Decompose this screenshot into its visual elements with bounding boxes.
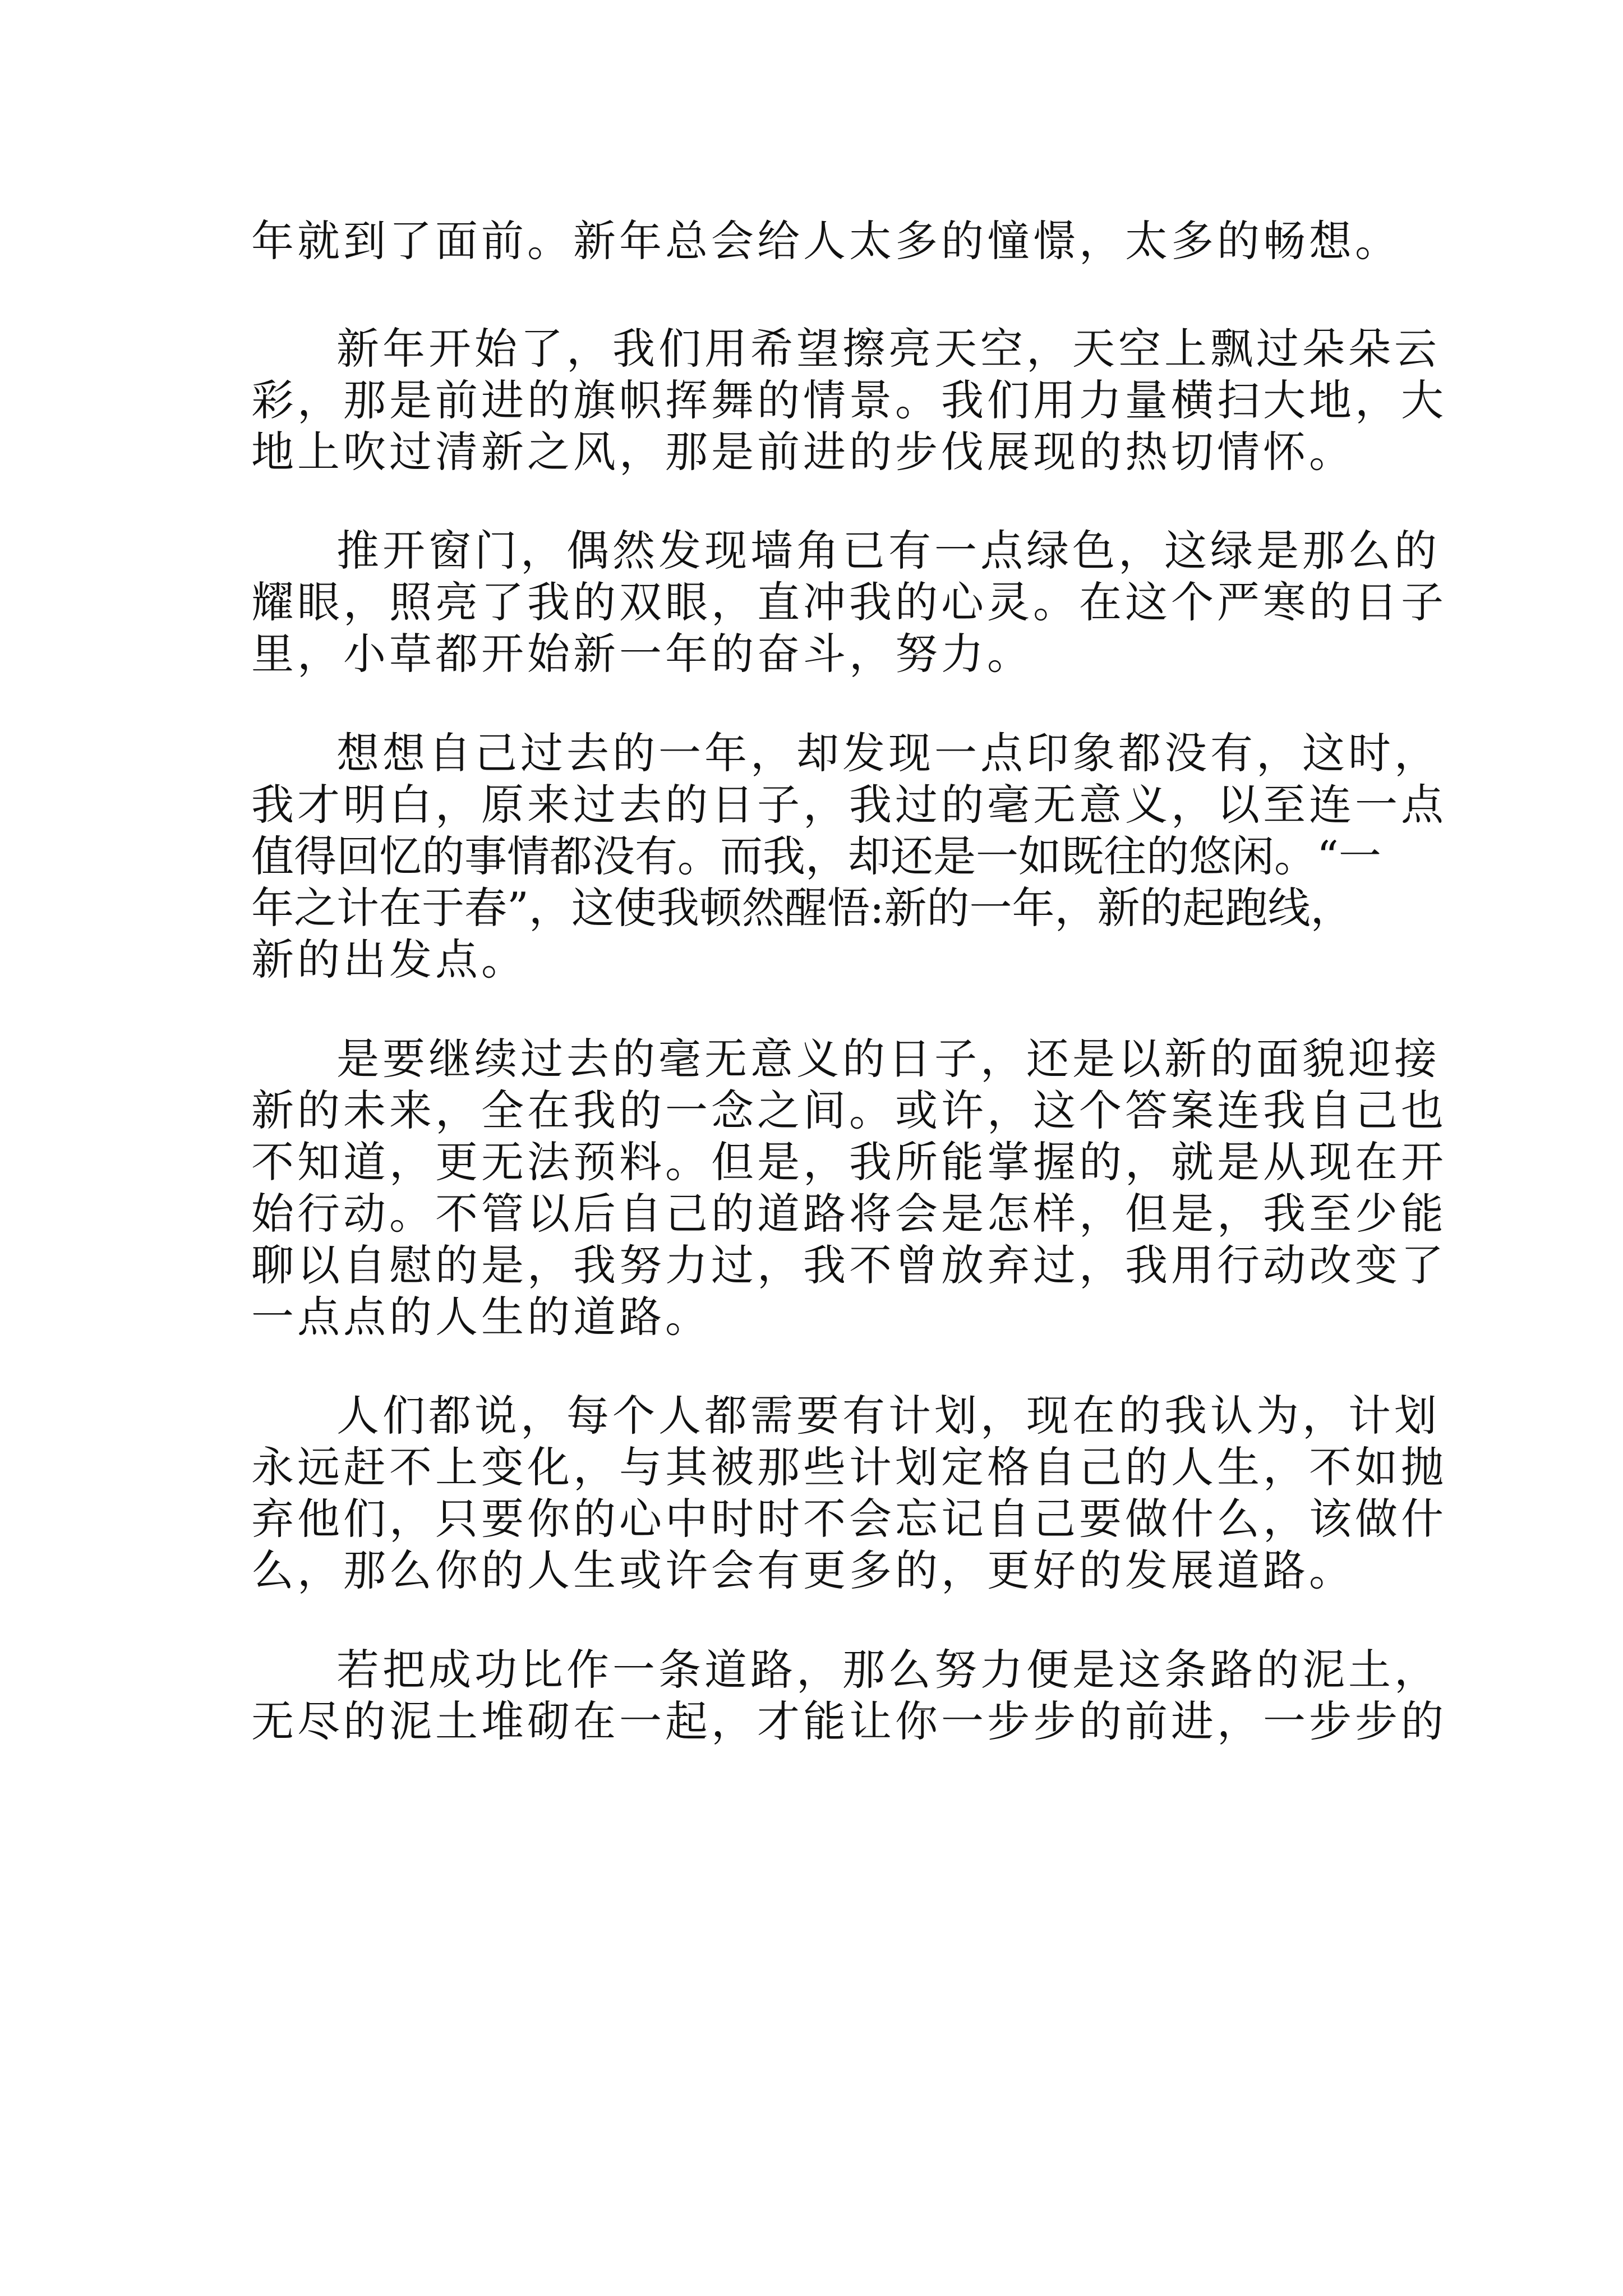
text-line: 无尽的泥土堆砌在一起，才能让你一步步的前进，一步步的 [251, 1696, 1447, 1746]
text-line: 一点点的人生的道路。 [251, 1292, 711, 1342]
text-line: 年之计在于春”，这使我顿然醒悟:新的一年，新的起跑线， [251, 883, 1353, 933]
text-line: 彩，那是前进的旗帜挥舞的情景。我们用力量横扫大地，大 [251, 375, 1447, 425]
paragraph-first-line: 人们都说，每个人都需要有计划，现在的我认为，计划 [336, 1391, 1440, 1441]
text-line: 值得回忆的事情都没有。而我，却还是一如既往的悠闲。“一 [251, 831, 1381, 881]
text-line: 新的出发点。 [251, 935, 527, 984]
text-line: 我才明白，原来过去的日子，我过的毫无意义，以至连一点 [251, 780, 1447, 830]
paragraph-first-line: 若把成功比作一条道路，那么努力便是这条路的泥土， [336, 1645, 1440, 1695]
text-line: 永远赶不上变化，与其被那些计划定格自己的人生，不如抛 [251, 1442, 1447, 1492]
text-line: 新的未来，全在我的一念之间。或许，这个答案连我自己也 [251, 1085, 1447, 1135]
text-line: 地上吹过清新之风，那是前进的步伐展现的热切情怀。 [251, 427, 1355, 477]
text-line: 不知道，更无法预料。但是，我所能掌握的，就是从现在开 [251, 1137, 1447, 1187]
paragraph-first-line: 想想自己过去的一年，却发现一点印象都没有，这时， [336, 728, 1440, 778]
text-line: 里，小草都开始新一年的奋斗，努力。 [251, 629, 1033, 679]
text-line: 弃他们，只要你的心中时时不会忘记自己要做什么，该做什 [251, 1494, 1447, 1544]
paragraph-first-line: 新年开始了，我们用希望擦亮天空，天空上飘过朵朵云 [336, 324, 1440, 374]
text-line: 么，那么你的人生或许会有更多的，更好的发展道路。 [251, 1545, 1355, 1595]
text-line: 始行动。不管以后自己的道路将会是怎样，但是，我至少能 [251, 1189, 1447, 1239]
text-line: 耀眼，照亮了我的双眼，直冲我的心灵。在这个严寒的日子 [251, 577, 1447, 627]
text-line: 年就到了面前。新年总会给人太多的憧憬，太多的畅想。 [251, 216, 1401, 266]
paragraph-first-line: 是要继续过去的毫无意义的日子，还是以新的面貌迎接 [336, 1034, 1440, 1084]
text-line: 聊以自慰的是，我努力过，我不曾放弃过，我用行动改变了 [251, 1240, 1447, 1290]
paragraph-first-line: 推开窗门，偶然发现墙角已有一点绿色，这绿是那么的 [336, 526, 1440, 576]
